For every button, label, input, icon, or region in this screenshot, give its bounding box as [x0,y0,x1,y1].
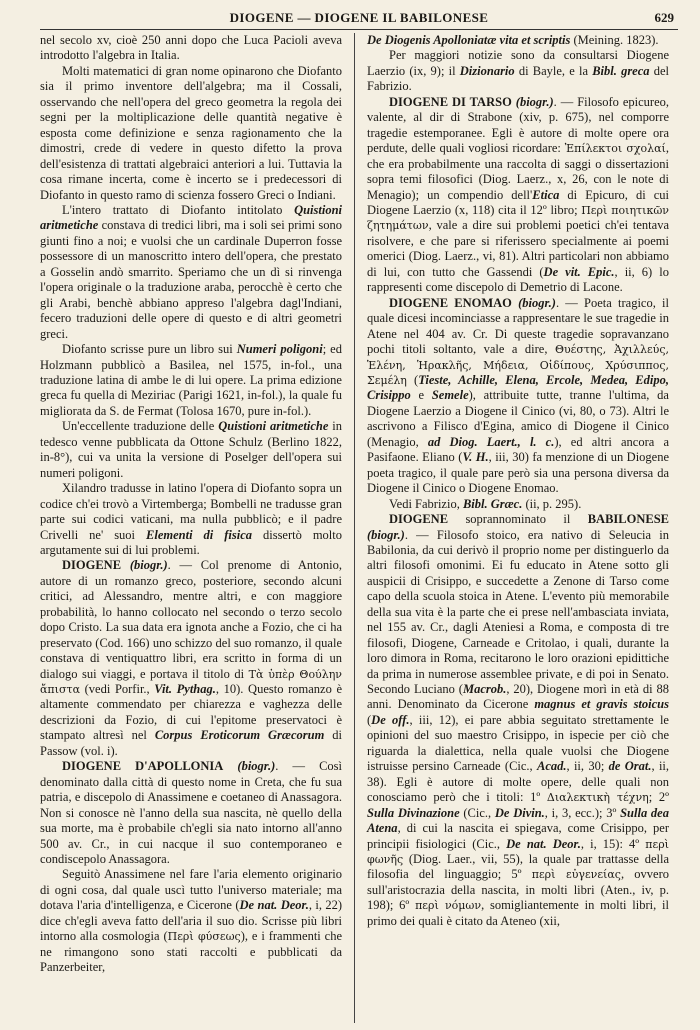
paragraph: Per maggiori notizie sono da consultarsi Diogene Laerzio (ix, 9); il Dizionario di Bayle, e la Bibl. greca del Fabrizio. [367,48,669,94]
paragraph: Molti matematici di gran nome opinarono che Diofanto sia il primo inventore dell'algebra; ma il Cossali, osservando che nell'opera del greco geometra la regola dei segni per la moltiplicazione delle quantità negative è esposta come definizione e senza ragionamento che la dimostri, crede di vedere in questo difetto la prova dell'esistenza di trattati algebraici anteriori a lui. Tuttavia la cosa rimane incerta, come è incerto se i predecessori di Diofanto in questo ramo di scienza fossero Greci o Indiani. [40,63,342,202]
entry-diogene: DIOGENE (biogr.). — Col prenome di Antonio, autore di un romanzo greco, posteriore, secondo alcuni critici, ad Alessandro, mentre altri, e con maggiore probabilità, lo hanno collocato nel secondo o terzo secolo dopo Cristo. La sua data era ignota anche a Fozio, che ci ha preservato (Cod. 166) uno schizzo del suo romanzo, il quale constava di ventiquattro libri, era scritto in forma di un dialogo sui viaggi, e portava il titolo di Τὰ ὑπὲρ Θούλην ἄπιστα (vedi Porfir., Vit. Pythag., 10). Questo romanzo è altamente commendato per chiarezza e vaghezza delle descrizioni da Fozio, di cui l'epitome preservatoci è stampato altresì nel Corpus Eroticorum Græcorum di Passow (vol. i). [40,558,343,758]
paragraph: nel secolo xv, cioè 250 anni dopo che Luca Pacioli aveva introdotto l'algebra in Italia. [40,33,342,63]
entry-diogene-apollonia: DIOGENE D'APOLLONIA (biogr.). — Così denominato dalla città di questo nome in Creta, che fu sua patria, e discepolo di Anassimene e coetaneo di Anassagora. Non si conosce nè l'anno della sua nascita, nè quello della sua morte, ma è probabile ch'egli sia nato intorno all'anno 500 av. Cr., in cui nacque il suo contemporaneo e condiscepolo Anassagora. [40,759,342,867]
entry-diogene-tarso: DIOGENE DI TARSO (biogr.). — Filosofo epicureo, valente, al dir di Strabone (xiv, p. 675), nel comporre tragedie estemporanee. Egli è autore di molte opere ora perdute, delle quali vogliosi ricordare: Ἐπίλεκτοι σχολαί, che era probabilmente una raccolta di saggi o dissertazioni sopra temi filosofici (Diog. Laerz., x, 26, con le note di Menagio); un compendio dell'Etica di Epicuro, di cui Diogene Laerzio (x, 118) cita il 12º libro; Περὶ ποιητικῶν ζητημάτων, vale a dire sui problemi poetici ch'ei tentava risolvere, e che pare si riferissero specialmente ai poemi omerici (Diog. Laerz., vi, 81). Altri particolari non abbiamo di lui, con tutto che Gassendi (De vit. Epic., ii, 6) lo rappresenti come discepolo di Demetrio di Lacone. [367,94,669,295]
page-number: 629 [654,10,674,25]
header-title: DIOGENE — DIOGENE IL BABILONESE [229,10,489,25]
text-columns [40,33,678,1023]
paragraph: Un'eccellente traduzione delle Quistioni aritmetiche in tedesco venne pubblicata da Ottone Schulz (Berlino 1822, in-8°), cui va unita la versione di Poselger dell'opera sui numeri poligoni. [40,419,342,480]
entry-headword: DIOGENE ENOMAO [389,295,512,310]
entry-diogene-enomao: DIOGENE ENOMAO (biogr.). — Poeta tragico, il quale dicesi incominciasse a rappresentare le sue tragedie in Atene nel 404 av. Cr. Di queste tragedie sopravanzano pochi titoli soltanto, vale a dire, Θυέστης, Ἀχιλλεύς, Ἑλένη, Ἡρακλῆς, Μήδεια, Οἰδίπους, Χρύσιππος, Σεμέλη (Tieste, Achille, Elena, Ercole, Medea, Edipo, Crisippo e Semele), attribuite tutte, tranne l'ultima, da Diogene Laerzio a Diogene il Cinico (vi, 80, o 73). Altri le ascrivono a Filisco d'Egina, amico di Diogene il Cinico (Menagio, ad Diog. Laert., l. c.), ed altri ancora a Pasifaone. Eliano (V. H., iii, 30) fa menzione di un Diogene poeta tragico, il quale pare però sia una persona diversa da Diogene il Cinico o Diogene Enomao. [367,295,669,496]
paragraph: De Diogenis Apolloniatæ vita et scriptis (Meining. 1823). [367,33,659,47]
entry-headword: DIOGENE [389,512,449,527]
paragraph: L'intero trattato di Diofanto intitolato Quistioni aritmetiche constava di tredici libri, ma i soli sei primi sono giunti fino a noi; e vuolsi che un cardinale Duperron fosse possessore di un manoscritto intero dell'opera, che prestato a Gosselin andò smarrito. Speriamo che un dì si rinvenga l'opera originale o la traduzione araba, perocchè è certo che gli Arabi, benchè abbiano appreso l'algebra dagl'Indiani, fecero traduzioni delle opere di questo e di altri geometri greci. [40,202,342,341]
left-column [40,33,348,1023]
entry-diogene-babilonese: DIOGENE soprannominato il BABILONESE (biogr.). — Filosofo stoico, era nativo di Seleucia in Babilonia, da cui derivò il proprio nome per distinguerlo da altri filosofi omonimi. Ei fu educato in Atene sotto gli auspicii di Crisippo, e succedette a Zenone di Tarso come capo della scuola stoica in Atene. L'evento più memorabile della sua vita è la parte che ei prese nell'ambasciata inviata, nel 155 av. Cr., dagli Ateniesi a Roma, e composta di tre filosofi, Diogene, Carneade e Critolao, i quali, durante la loro dimora in Roma, recitarono le loro orazioni epidittiche da prima in numerose assemblee private, e di poi in Senato. Secondo Luciano (Macrob., 20), Diogene morì in età di 88 anni. Denominato da Cicerone magnus et gravis stoicus (De off., iii, 12), ei pare abbia seguitato strettamente le opinioni del suo maestro Crisippo, in ispecie per ciò che riguarda la dialettica, nella quale vuolsi che Diogene istruisse persino Carneade (Cic., Acad., ii, 30; de Orat., ii, 38). Egli è autore di molte opere, delle quali non conosciamo però che i titoli: 1º Διαλεκτικὴ τέχνη; 2º Sulla Divinazione (Cic., De Divin., i, 3, ecc.); 3º Sulla dea Atena, di cui la nascita ei spiegava, come Crisippo, per principii fisiologici (Cic., De nat. Deor., i, 15): 4º περὶ φωνῆς (Diog. Laer., vii, 55), la quale par trattasse della filosofia del linguaggio; 5º περὶ εὐγενείας, ovvero sull'aristocrazia della nascita, in molti libri (Aten., iv, p. 198); 6º περὶ νόμων, somigliantemente in molti libri, il primo dei quali è citato da Ateneo (xii, [367,512,669,928]
entry-headword: DIOGENE DI TARSO [389,94,512,109]
right-column [361,33,669,1023]
paragraph: Seguitò Anassimene nel fare l'aria elemento originario di ogni cosa, dal quale uscì tutto l'universo materiale; ma dotava l'aria d'intelligenza, e Cicerone (De nat. Deor., i, 22) dice ch'egli aveva fatto dell'aria il suo dio. Scrisse più libri intorno alla cosmologia (Περὶ φύσεως), e i frammenti che ne rimangono sono stati raccolti e pubblicati da Panzerbeiter, [40,867,343,975]
entry-headword: DIOGENE D'APOLLONIA [62,759,224,774]
running-header [40,0,678,30]
paragraph: Xilandro tradusse in latino l'opera di Diofanto sopra un codice ch'ei trovò a Virtemberga; Bombelli ne tradusse gran parte sui codici vaticani, ma nulla pubblicò; e il padre Crivelli ne' suoi Elementi di fisica dissertò molto argutamente sui di lui problemi. [40,481,343,557]
column-divider [354,33,355,1023]
paragraph: Diofanto scrisse pure un libro sui Numeri poligoni; ed Holzmann pubblicò a Basilea, nel 1575, in-fol., una traduzione latina di ambe le di lui opere. La prima edizione greca fu quella di Meziriac (Parigi 1621, in-fol.), la quale fu migliorata da S. de Fermat (Tolosa 1670, pure in-fol.). [40,342,342,418]
entry-headword: DIOGENE [62,558,122,573]
paragraph: Vedi Fabrizio, Bibl. Græc. (ii, p. 295). [389,496,582,511]
